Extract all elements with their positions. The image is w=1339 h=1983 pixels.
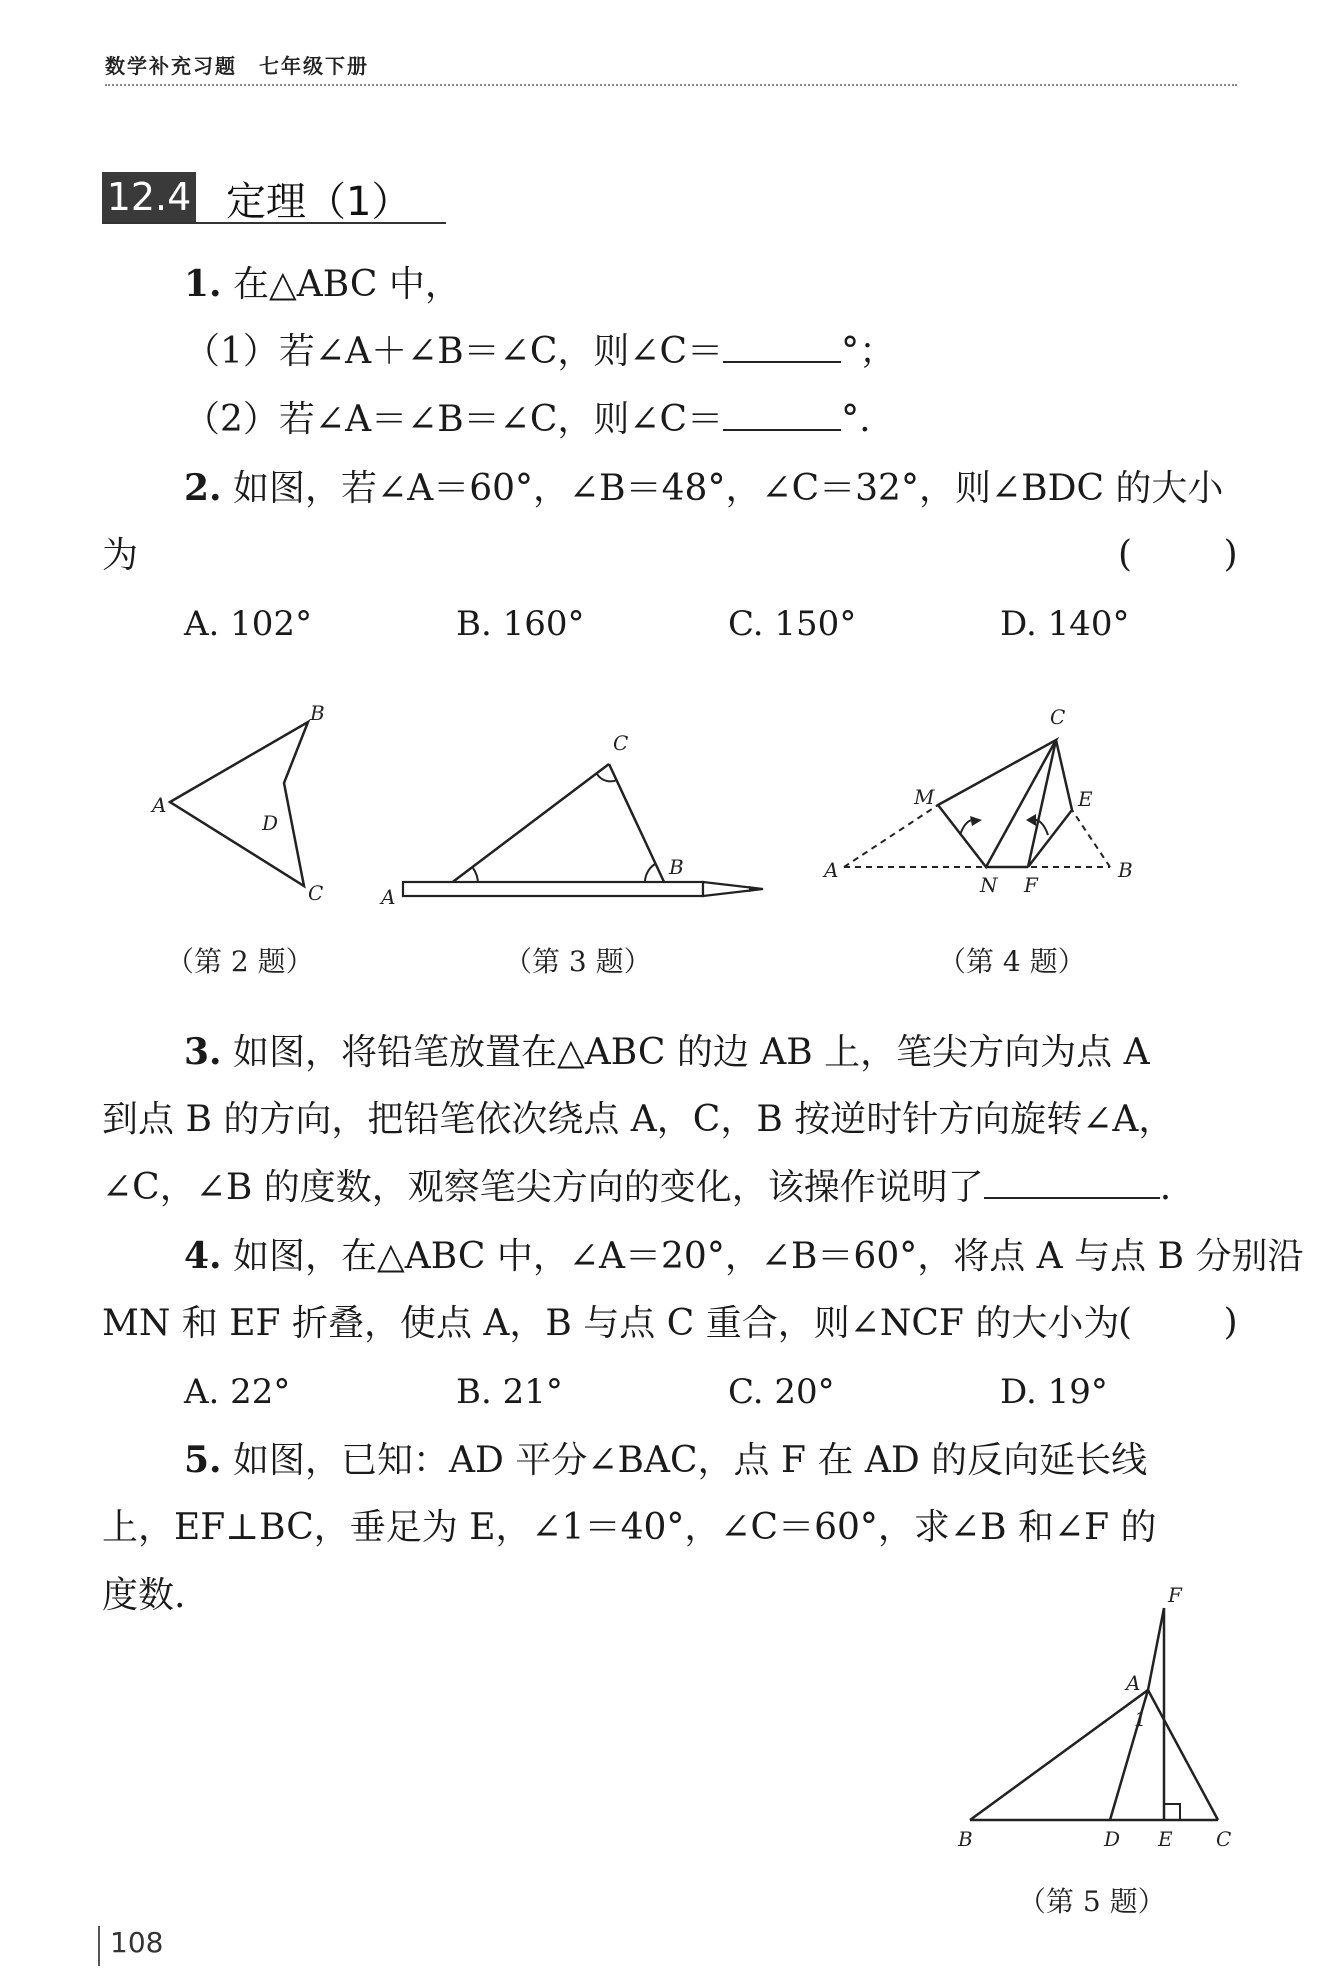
q3-line1-text: 如图，将铅笔放置在△ABC 的边 AB 上，笔尖方向为点 A [233, 1032, 1150, 1073]
q1-part1-blank[interactable] [723, 331, 841, 363]
q2-number: 2. [184, 467, 222, 509]
fig5-label-f: F [1168, 1583, 1182, 1607]
q3-number: 3. [184, 1031, 222, 1073]
fig5-label-d: D [1104, 1827, 1121, 1851]
q1-part2 [184, 398, 871, 442]
fig4-arrowhead-left [970, 816, 982, 826]
q3-line3-end: . [1159, 1167, 1172, 1208]
q2-line1-text: 如图，若∠A＝60°，∠B＝48°，∠C＝32°，则∠BDC 的大小 [233, 468, 1224, 509]
fig5-side-ba [970, 1690, 1148, 1820]
figure-2 [140, 700, 340, 910]
q4-option-d[interactable]: D. 19° [1000, 1372, 1108, 1412]
page-number-bar [98, 1926, 100, 1966]
fig5-caption: （第 5 题） [1018, 1885, 1166, 1918]
fig5-label-e: E [1158, 1827, 1173, 1851]
fig2-label-b: B [310, 701, 325, 725]
q4-option-b[interactable]: B. 21° [456, 1372, 563, 1412]
fig5-extension-af [1148, 1608, 1164, 1690]
q5-line1 [184, 1438, 1147, 1483]
q1-part2-text: （2）若∠A＝∠B＝∠C，则∠C＝ [184, 399, 724, 440]
fig4-dashed-am [844, 805, 938, 867]
q3-line2: 到点 B 的方向，把铅笔依次绕点 A，C，B 按逆时针方向旋转∠A， [102, 1099, 1175, 1140]
q2-answer-paren[interactable]: ( ) [1118, 534, 1238, 575]
q1-stem-text: 在△ABC 中， [233, 264, 461, 305]
page-number: 108 [110, 1926, 164, 1959]
fig5-side-ac [1148, 1690, 1218, 1820]
fig3-label-b: B [669, 855, 684, 879]
fig4-label-m: M [914, 785, 935, 809]
q4-line1 [184, 1234, 1303, 1279]
q2-line1 [184, 466, 1223, 511]
fig4-label-f: F [1024, 873, 1038, 897]
q4-line1-text: 如图，在△ABC 中，∠A＝20°，∠B＝60°，将点 A 与点 B 分别沿 [233, 1236, 1304, 1277]
fig5-label-a: A [1126, 1671, 1141, 1695]
q3-line3 [102, 1166, 1171, 1210]
fig4-label-b: B [1118, 858, 1133, 882]
figure-3 [375, 720, 775, 910]
fig3-label-c: C [613, 731, 629, 755]
fig4-fold-right [1028, 740, 1072, 867]
q3-answer-blank[interactable] [984, 1167, 1160, 1199]
fig5-label-c: C [1216, 1827, 1232, 1851]
fig4-caption: （第 4 题） [938, 945, 1086, 978]
fig4-arrowhead-right [1026, 814, 1036, 826]
fig2-caption: （第 2 题） [166, 945, 314, 978]
figure-5 [940, 1580, 1240, 1860]
running-header: 数学补充习题 七年级下册 [105, 54, 369, 78]
q5-line3: 度数. [102, 1575, 186, 1616]
fig4-label-e: E [1078, 787, 1093, 811]
fig3-side-cb [609, 764, 665, 884]
q5-line2: 上，EF⊥BC，垂足为 E，∠1＝40°，∠C＝60°，求∠B 和∠F 的 [102, 1507, 1157, 1548]
q1-part1-text: （1）若∠A＋∠B＝∠C，则∠C＝ [184, 331, 724, 372]
fig4-label-a: A [824, 858, 839, 882]
q5-line1-text: 如图，已知：AD 平分∠BAC，点 F 在 AD 的反向延长线 [233, 1440, 1148, 1481]
fig5-right-angle [1164, 1804, 1180, 1820]
fig3-label-a: A [381, 885, 396, 909]
fig4-label-c: C [1050, 705, 1066, 729]
fig2-shape [170, 722, 308, 886]
fig5-label-1: 1 [1134, 1707, 1147, 1731]
q1-part2-suffix: °. [841, 399, 871, 440]
q2-line2: 为 [102, 535, 139, 576]
q1-part2-blank[interactable] [723, 399, 841, 431]
fig4-fold-left [938, 740, 1056, 867]
fig3-caption: （第 3 题） [504, 945, 652, 978]
q4-number: 4. [184, 1235, 222, 1277]
fig2-label-d: D [262, 811, 279, 835]
pencil-lead [749, 886, 763, 892]
q4-line2: MN 和 EF 折叠，使点 A，B 与点 C 重合，则∠NCF 的大小为 [102, 1303, 1120, 1344]
pencil-body [403, 882, 703, 896]
q2-option-c[interactable]: C. 150° [728, 604, 857, 644]
fig5-label-b: B [958, 1827, 973, 1851]
fig4-label-n: N [980, 873, 998, 897]
figure-4 [810, 700, 1200, 910]
fig4-dashed-be [1072, 810, 1110, 867]
q2-option-d[interactable]: D. 140° [1000, 604, 1130, 644]
section-underline [102, 222, 446, 224]
fig2-label-c: C [308, 881, 324, 905]
q1-stem [184, 262, 461, 307]
q2-option-a[interactable]: A. 102° [184, 604, 313, 644]
q1-number: 1. [184, 263, 222, 305]
q4-option-c[interactable]: C. 20° [728, 1372, 835, 1412]
section-title: 定理（1） [226, 179, 412, 225]
q4-answer-paren[interactable]: ( ) [1118, 1302, 1238, 1343]
q2-option-b[interactable]: B. 160° [456, 604, 585, 644]
q4-option-a[interactable]: A. 22° [184, 1372, 291, 1412]
q1-part1 [184, 330, 895, 374]
fig2-label-a: A [152, 793, 167, 817]
section-number: 12.4 [102, 172, 196, 222]
fig3-side-ac [450, 764, 609, 884]
q5-number: 5. [184, 1439, 222, 1481]
header-divider [105, 84, 1237, 86]
q3-line1 [184, 1030, 1150, 1075]
q1-part1-suffix: °； [841, 331, 896, 372]
q3-line3-text: ∠C，∠B 的度数，观察笔尖方向的变化，该操作说明了 [102, 1167, 984, 1208]
